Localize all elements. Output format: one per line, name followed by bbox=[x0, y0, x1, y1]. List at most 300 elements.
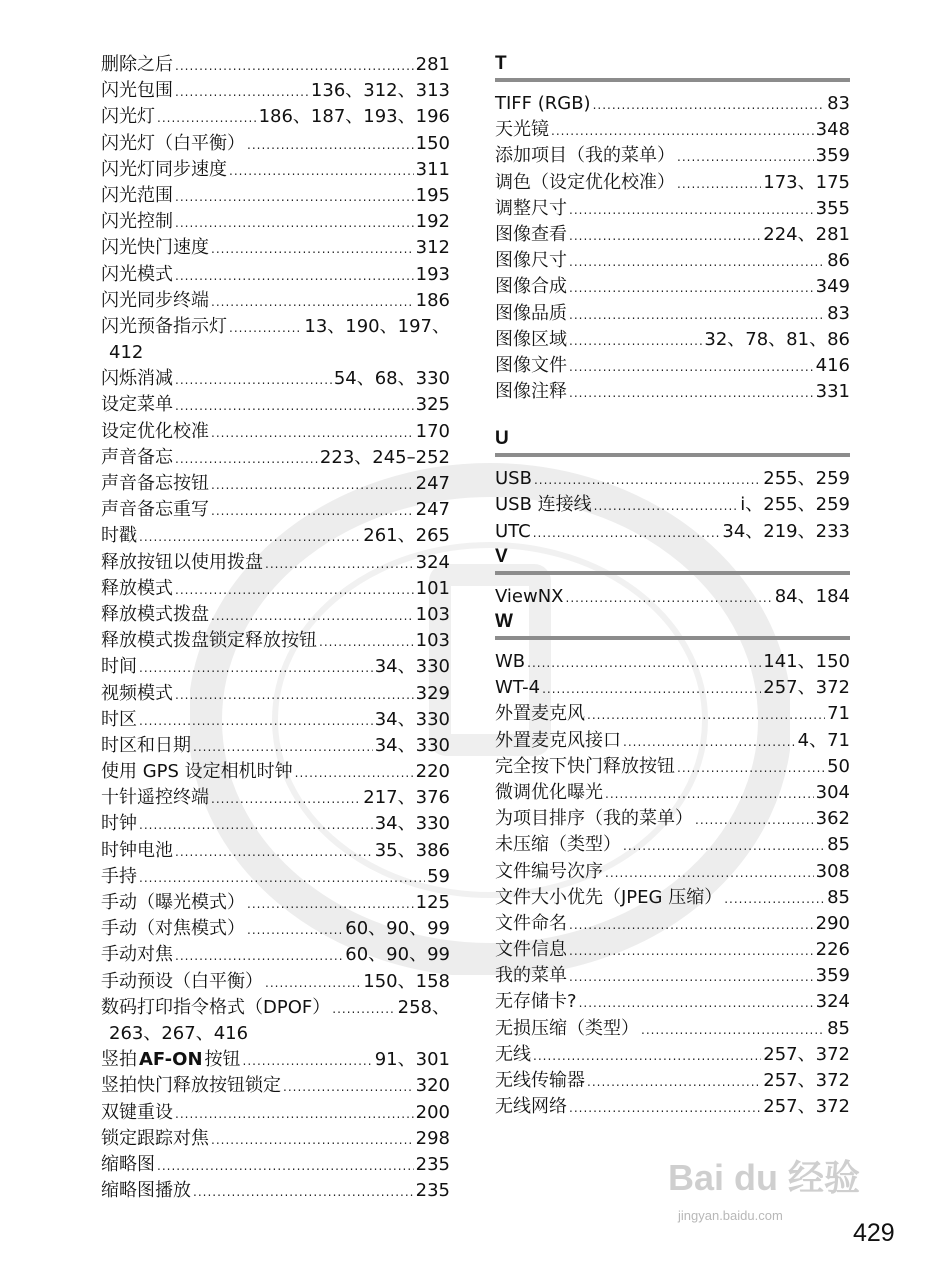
dot-leader bbox=[247, 917, 343, 943]
page-references: 258、 bbox=[397, 996, 450, 1018]
dot-leader bbox=[211, 289, 414, 315]
index-term-text: 图像区域 bbox=[495, 328, 567, 350]
page-references: 85 bbox=[827, 1017, 850, 1039]
index-entry bbox=[101, 864, 450, 890]
index-term-text: 无线 bbox=[495, 1043, 531, 1065]
dot-leader bbox=[605, 781, 814, 807]
index-term bbox=[101, 366, 173, 392]
index-term-text: 手动（曝光模式） bbox=[101, 892, 245, 913]
index-term bbox=[101, 262, 173, 288]
page-references: 193 bbox=[415, 263, 450, 285]
dot-leader bbox=[211, 786, 361, 812]
index-term bbox=[101, 576, 173, 602]
index-term bbox=[101, 759, 293, 785]
index-term-text: 图像合成 bbox=[495, 276, 567, 298]
index-entry bbox=[495, 701, 850, 727]
index-entry bbox=[101, 52, 450, 78]
index-term bbox=[101, 235, 209, 261]
index-term-text: 调色（设定优化校准） bbox=[495, 171, 675, 193]
index-entry bbox=[495, 196, 850, 222]
index-term bbox=[495, 859, 603, 885]
index-term bbox=[101, 916, 245, 942]
index-term-text: 文件命名 bbox=[495, 912, 567, 934]
page-references: 91、301 bbox=[374, 1049, 450, 1071]
index-term bbox=[101, 1152, 155, 1178]
index-term-text: 竖拍 bbox=[101, 1049, 137, 1071]
section-header-t: T bbox=[495, 52, 850, 82]
dot-leader bbox=[566, 585, 773, 611]
page-references: 324 bbox=[415, 551, 450, 573]
index-entry bbox=[101, 131, 450, 157]
page-references: 304 bbox=[815, 781, 850, 803]
dot-leader bbox=[243, 1048, 373, 1074]
dot-leader bbox=[569, 964, 814, 990]
dot-leader bbox=[175, 79, 309, 105]
page-references: 125 bbox=[415, 892, 450, 913]
dot-leader bbox=[677, 144, 814, 170]
index-term-text: 添加项目（我的菜单） bbox=[495, 145, 675, 167]
page-references: 324 bbox=[815, 991, 850, 1013]
index-term bbox=[495, 1042, 531, 1068]
index-entry bbox=[101, 654, 450, 680]
index-entry bbox=[101, 995, 450, 1021]
page-references: 348 bbox=[815, 119, 850, 141]
page-references: 34、330 bbox=[374, 656, 450, 678]
index-entry bbox=[101, 183, 450, 209]
page-references: 192 bbox=[415, 211, 450, 233]
index-entry bbox=[495, 248, 850, 274]
page-references: 141、150 bbox=[763, 651, 850, 672]
dot-leader bbox=[247, 132, 414, 158]
index-entry bbox=[101, 550, 450, 576]
index-term-text: TIFF (RGB) bbox=[495, 93, 591, 114]
dot-leader bbox=[211, 498, 414, 524]
index-term bbox=[495, 274, 567, 300]
page-references: 329 bbox=[415, 682, 450, 704]
index-term-text: 文件信息 bbox=[495, 939, 567, 961]
index-term bbox=[495, 143, 675, 169]
index-entry bbox=[101, 1126, 450, 1152]
index-entry bbox=[101, 628, 450, 654]
index-term bbox=[101, 104, 155, 130]
dot-leader bbox=[533, 1043, 761, 1069]
dot-leader bbox=[569, 197, 814, 223]
page-references: 261、265 bbox=[363, 525, 450, 547]
page-references: 320 bbox=[415, 1075, 450, 1097]
index-entry bbox=[495, 1016, 850, 1042]
page-references: 331 bbox=[815, 381, 850, 403]
page-references: 103 bbox=[415, 630, 450, 652]
page-references: i、255、259 bbox=[740, 494, 850, 516]
index-term bbox=[495, 1016, 639, 1042]
dot-leader bbox=[211, 1127, 414, 1153]
index-entry bbox=[101, 785, 450, 811]
dot-leader bbox=[569, 328, 702, 354]
index-term-text: 图像品质 bbox=[495, 302, 567, 324]
index-entry bbox=[495, 1094, 850, 1120]
index-term-text: 释放按钮以使用拨盘 bbox=[101, 551, 263, 573]
dot-leader bbox=[319, 629, 414, 655]
dot-leader bbox=[211, 420, 414, 446]
page-references: 32、78、81、86 bbox=[704, 328, 850, 350]
index-entry bbox=[495, 859, 850, 885]
index-term-text: 释放模式拨盘 bbox=[101, 603, 209, 625]
index-term-text: 外置麦克风 bbox=[495, 703, 585, 725]
section-v-entries bbox=[495, 584, 850, 610]
index-term-text: 设定优化校准 bbox=[101, 420, 209, 442]
page-references: 349 bbox=[815, 276, 850, 298]
index-term bbox=[101, 1178, 191, 1204]
index-term bbox=[101, 288, 209, 314]
index-term-text: 双键重设 bbox=[101, 1101, 173, 1123]
page-references: 257、372 bbox=[763, 1043, 850, 1065]
dot-leader bbox=[247, 891, 414, 917]
dot-leader bbox=[175, 446, 318, 472]
index-term bbox=[101, 209, 173, 235]
index-term bbox=[495, 492, 592, 518]
dot-leader bbox=[139, 524, 361, 550]
index-entry bbox=[495, 274, 850, 300]
page-references: 311 bbox=[415, 158, 450, 180]
page-references: 83 bbox=[827, 302, 850, 324]
index-term-text: 手持 bbox=[101, 865, 137, 887]
index-term-text: 使用 GPS 设定相机时钟 bbox=[101, 761, 293, 783]
dot-leader bbox=[193, 734, 373, 760]
index-term bbox=[101, 969, 263, 995]
index-term bbox=[101, 131, 245, 157]
index-entry bbox=[495, 832, 850, 858]
index-term bbox=[495, 1068, 585, 1094]
dot-leader bbox=[593, 92, 826, 118]
index-entry bbox=[495, 1042, 850, 1068]
index-term-text: 我的菜单 bbox=[495, 965, 567, 987]
index-entry bbox=[495, 91, 850, 117]
index-term bbox=[101, 183, 173, 209]
index-term-text: 无线网络 bbox=[495, 1096, 567, 1118]
index-term bbox=[495, 989, 577, 1015]
dot-leader bbox=[551, 118, 814, 144]
index-term-text: 时区 bbox=[101, 708, 137, 730]
index-term bbox=[101, 52, 173, 78]
page-references: 223、245–252 bbox=[319, 446, 450, 468]
index-term bbox=[101, 1100, 173, 1126]
dot-leader bbox=[265, 970, 361, 996]
index-term bbox=[101, 707, 137, 733]
dot-leader bbox=[229, 315, 302, 341]
index-entry bbox=[495, 222, 850, 248]
index-term-text: 文件编号次序 bbox=[495, 860, 603, 882]
index-entry bbox=[495, 675, 850, 701]
index-term bbox=[495, 327, 567, 353]
index-term bbox=[495, 584, 564, 610]
dot-leader bbox=[175, 184, 414, 210]
index-term bbox=[495, 963, 567, 989]
index-term bbox=[495, 1094, 567, 1120]
page-references: 255、259 bbox=[763, 468, 850, 490]
index-term-text: 微调优化曝光 bbox=[495, 781, 603, 803]
page-references: 247 bbox=[415, 473, 450, 494]
dot-leader bbox=[139, 865, 425, 891]
dot-leader bbox=[175, 393, 414, 419]
index-term bbox=[495, 675, 540, 701]
index-entry bbox=[495, 989, 850, 1015]
index-term-text: 时区和日期 bbox=[101, 734, 191, 756]
index-term-suffix: 按钮 bbox=[204, 1049, 241, 1071]
index-entry bbox=[101, 209, 450, 235]
page-references: 85 bbox=[827, 886, 850, 908]
baidu-jingyan-watermark bbox=[668, 1148, 878, 1228]
index-term-text: 时钟电池 bbox=[101, 839, 173, 861]
index-term-text: 调整尺寸 bbox=[495, 197, 567, 219]
index-entry bbox=[101, 419, 450, 445]
dot-leader bbox=[641, 1017, 825, 1043]
index-term bbox=[495, 117, 549, 143]
index-entry bbox=[495, 353, 850, 379]
index-term-text: 无存储卡? bbox=[495, 991, 577, 1013]
index-term-text: 天光镜 bbox=[495, 119, 549, 141]
page-references: 186 bbox=[415, 289, 450, 311]
dot-leader bbox=[605, 860, 814, 886]
index-entry bbox=[101, 157, 450, 183]
section-t-entries bbox=[495, 91, 850, 405]
index-term-text: 闪光范围 bbox=[101, 184, 173, 206]
index-term bbox=[101, 419, 209, 445]
index-term bbox=[101, 628, 317, 654]
index-left-column bbox=[101, 52, 450, 1204]
index-term-text: 时钟 bbox=[101, 813, 137, 835]
dot-leader bbox=[139, 655, 373, 681]
index-entry bbox=[101, 890, 450, 916]
index-term bbox=[101, 550, 263, 576]
dot-leader bbox=[569, 1095, 761, 1121]
page-references-continued: 412 bbox=[109, 342, 144, 364]
dot-leader bbox=[157, 105, 257, 131]
dot-leader bbox=[569, 223, 761, 249]
baidu-url: jingyan.baidu.com bbox=[678, 1208, 783, 1223]
index-term bbox=[101, 392, 173, 418]
dot-leader bbox=[175, 682, 414, 708]
index-term-text: 完全按下快门释放按钮 bbox=[495, 755, 675, 777]
index-entry bbox=[495, 170, 850, 196]
page-references: 150 bbox=[415, 132, 450, 154]
index-term bbox=[495, 170, 675, 196]
page-references: 290 bbox=[815, 912, 850, 934]
index-entry bbox=[495, 143, 850, 169]
index-term-text: 锁定跟踪对焦 bbox=[101, 1127, 209, 1149]
index-entry bbox=[101, 262, 450, 288]
index-term bbox=[495, 728, 621, 754]
index-term-text: 闪光预备指示灯 bbox=[101, 315, 227, 337]
dot-leader bbox=[295, 760, 414, 786]
index-term-text: 声音备忘 bbox=[101, 446, 173, 468]
dot-leader bbox=[211, 236, 414, 262]
dot-leader bbox=[677, 171, 761, 197]
index-term-text: 未压缩（类型） bbox=[495, 834, 621, 856]
index-term-text: 无线传输器 bbox=[495, 1070, 585, 1091]
index-term bbox=[101, 314, 227, 340]
index-entry bbox=[495, 963, 850, 989]
index-term bbox=[101, 681, 173, 707]
index-term bbox=[101, 995, 330, 1021]
index-term-text: WB bbox=[495, 651, 526, 672]
index-entry bbox=[101, 942, 450, 968]
index-term bbox=[101, 864, 137, 890]
index-term bbox=[495, 885, 722, 911]
index-term-text: 闪光灯 bbox=[101, 106, 155, 128]
page-references: 34、330 bbox=[374, 734, 450, 756]
index-entry bbox=[101, 78, 450, 104]
page-references: 4、71 bbox=[797, 729, 850, 751]
index-term-text: 闪光灯同步速度 bbox=[101, 158, 227, 180]
index-term bbox=[495, 519, 531, 545]
index-term-text: 数码打印指令格式（DPOF） bbox=[101, 996, 331, 1018]
index-term bbox=[101, 785, 209, 811]
dot-leader bbox=[569, 249, 825, 275]
index-entry bbox=[495, 937, 850, 963]
index-term-text: UTC bbox=[495, 520, 531, 542]
index-term bbox=[495, 222, 567, 248]
dot-leader bbox=[139, 708, 373, 734]
index-entry bbox=[101, 445, 450, 471]
dot-leader bbox=[265, 551, 414, 577]
page-references: 217、376 bbox=[363, 787, 450, 809]
section-header-v: V bbox=[495, 545, 850, 575]
page-references: 86 bbox=[827, 250, 850, 272]
dot-leader bbox=[175, 1101, 414, 1127]
page-references-continued: 263、267、416 bbox=[109, 1022, 249, 1044]
index-entry bbox=[101, 576, 450, 602]
index-term-text: 缩略图播放 bbox=[101, 1180, 191, 1202]
index-term-text: 无损压缩（类型） bbox=[495, 1017, 639, 1039]
page-references: 281 bbox=[415, 54, 450, 75]
section-header-u: U bbox=[495, 427, 850, 457]
index-term-text: 竖拍快门释放按钮锁定 bbox=[101, 1075, 281, 1097]
index-term bbox=[101, 497, 209, 523]
page-references: 355 bbox=[815, 197, 850, 219]
dot-leader bbox=[623, 729, 796, 755]
dot-leader bbox=[175, 367, 332, 393]
page-references: 359 bbox=[815, 145, 850, 167]
dot-leader bbox=[587, 1069, 761, 1095]
index-term bbox=[101, 1126, 209, 1152]
index-term-text: 图像注释 bbox=[495, 381, 567, 403]
page-references: 220 bbox=[415, 761, 450, 783]
index-term-text: WT-4 bbox=[495, 677, 541, 699]
page-references: 359 bbox=[815, 965, 850, 987]
dot-leader bbox=[623, 833, 825, 859]
index-entry bbox=[101, 838, 450, 864]
index-term bbox=[101, 1047, 241, 1073]
index-term-text: 闪光模式 bbox=[101, 263, 173, 285]
page-references: 224、281 bbox=[763, 223, 850, 245]
index-term bbox=[101, 445, 173, 471]
baidu-logo: Bai du 经验 bbox=[668, 1157, 861, 1198]
page-references: 235 bbox=[415, 1180, 450, 1202]
index-entry bbox=[101, 1047, 450, 1073]
page-references: 85 bbox=[827, 834, 850, 856]
dot-leader bbox=[579, 990, 814, 1016]
section-w-entries bbox=[495, 649, 850, 1120]
page-references: 195 bbox=[415, 184, 450, 206]
dot-leader bbox=[175, 210, 414, 236]
index-term-text: 缩略图 bbox=[101, 1153, 155, 1175]
index-entry bbox=[101, 759, 450, 785]
page-references: 34、330 bbox=[374, 708, 450, 730]
index-term-text: 手动预设（白平衡） bbox=[101, 970, 263, 992]
index-entry bbox=[495, 466, 850, 492]
index-entry bbox=[495, 327, 850, 353]
index-entry bbox=[101, 471, 450, 497]
index-term bbox=[101, 942, 173, 968]
dot-leader bbox=[211, 603, 414, 629]
page-references: 50 bbox=[827, 755, 850, 777]
page-references: 226 bbox=[815, 939, 850, 961]
section-header-w: W bbox=[495, 610, 850, 640]
page-references: 60、90、99 bbox=[345, 944, 450, 966]
dot-leader bbox=[175, 943, 343, 969]
index-entry bbox=[101, 392, 450, 418]
index-term-text: ViewNX bbox=[495, 585, 564, 607]
dot-leader bbox=[534, 467, 761, 493]
index-term-text: 文件大小优先（JPEG 压缩） bbox=[495, 886, 723, 908]
dot-leader bbox=[175, 263, 414, 289]
index-term-text: 删除之后 bbox=[101, 54, 173, 75]
index-term-text: 为项目排序（我的菜单） bbox=[495, 808, 693, 830]
index-term bbox=[101, 733, 191, 759]
page-references: 235 bbox=[415, 1153, 450, 1175]
index-term bbox=[101, 811, 137, 837]
index-term-text: 图像尺寸 bbox=[495, 250, 567, 272]
index-term-text: 闪光快门速度 bbox=[101, 237, 209, 259]
index-entry bbox=[101, 916, 450, 942]
dot-leader bbox=[175, 839, 373, 865]
page-references: 257、372 bbox=[763, 677, 850, 699]
index-entry bbox=[101, 235, 450, 261]
index-entry bbox=[495, 780, 850, 806]
page-references: 34、330 bbox=[374, 813, 450, 835]
dot-leader bbox=[695, 807, 814, 833]
index-entry bbox=[101, 1178, 450, 1204]
dot-leader bbox=[587, 702, 825, 728]
dot-leader bbox=[569, 354, 814, 380]
index-term-text: USB bbox=[495, 468, 532, 490]
index-term bbox=[101, 78, 173, 104]
index-term bbox=[495, 701, 585, 727]
page-references: 13、190、197、 bbox=[304, 315, 450, 337]
index-entry bbox=[101, 1073, 450, 1099]
left-entry-list bbox=[101, 52, 450, 1204]
index-term-text: 时戳 bbox=[101, 525, 137, 547]
index-term bbox=[495, 301, 567, 327]
index-term bbox=[495, 911, 567, 937]
page-references: 362 bbox=[815, 808, 850, 830]
index-term-text: 闪光控制 bbox=[101, 211, 173, 233]
dot-leader bbox=[569, 275, 814, 301]
index-term bbox=[495, 754, 675, 780]
dot-leader bbox=[569, 380, 814, 406]
index-entry bbox=[495, 1068, 850, 1094]
index-entry bbox=[495, 754, 850, 780]
index-entry bbox=[101, 104, 450, 130]
index-term bbox=[495, 806, 693, 832]
page-references: 34、219、233 bbox=[722, 520, 850, 542]
index-term bbox=[495, 196, 567, 222]
index-term-text: 闪烁消减 bbox=[101, 368, 173, 390]
index-term bbox=[495, 91, 591, 117]
page-references: 186、187、193、196 bbox=[258, 106, 450, 128]
index-term bbox=[101, 471, 209, 497]
index-term bbox=[495, 649, 525, 675]
